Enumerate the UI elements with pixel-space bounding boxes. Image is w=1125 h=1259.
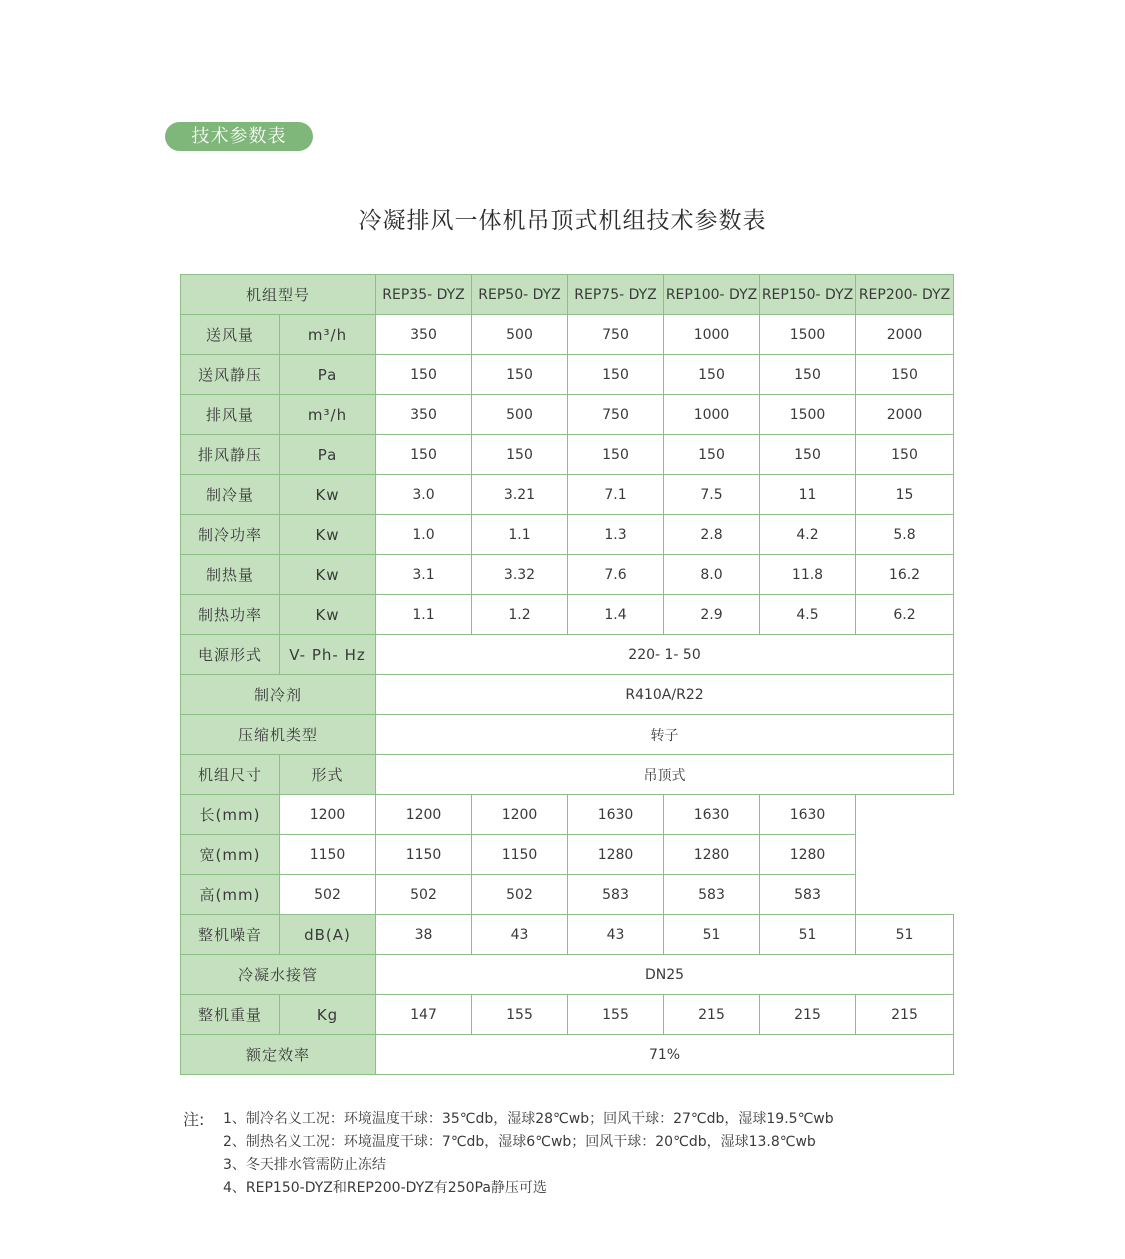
model-name: REP200- DYZ: [856, 275, 954, 315]
param-value: 转子: [376, 715, 954, 755]
param-value: 11.8: [760, 555, 856, 595]
param-value: 1280: [664, 835, 760, 875]
note-line: 3、冬天排水管需防止冻结: [223, 1157, 386, 1173]
param-name: 制热量: [181, 555, 280, 595]
param-name: 额定效率: [181, 1035, 376, 1075]
param-row: [181, 355, 954, 395]
param-row: [181, 555, 954, 595]
param-value: 1630: [760, 795, 856, 835]
param-value: 51: [664, 915, 760, 955]
param-value: 215: [760, 995, 856, 1035]
param-value: 2.8: [664, 515, 760, 555]
param-unit: Kg: [280, 995, 376, 1035]
dimension-row: [181, 835, 954, 875]
param-value: 4.5: [760, 595, 856, 635]
param-row: [181, 315, 954, 355]
param-name: 电源形式: [181, 635, 280, 675]
param-name: 送风静压: [181, 355, 280, 395]
efficiency-row: [181, 1035, 954, 1075]
param-value: 502: [472, 875, 568, 915]
weight-row: [181, 995, 954, 1035]
refrigerant-row: [181, 675, 954, 715]
param-value: 750: [568, 395, 664, 435]
param-unit: Kw: [280, 595, 376, 635]
param-value: 502: [376, 875, 472, 915]
param-value: 583: [664, 875, 760, 915]
param-unit: Pa: [280, 435, 376, 475]
param-value: 220- 1- 50: [376, 635, 954, 675]
note-line: 2、制热名义工况：环境温度干球：7℃db，湿球6℃wb；回风干球：20℃db，湿球13.8℃wb: [223, 1134, 816, 1150]
param-value: 11: [760, 475, 856, 515]
param-value: 3.32: [472, 555, 568, 595]
param-value: 500: [472, 395, 568, 435]
param-value: 51: [760, 915, 856, 955]
param-value: 1.2: [472, 595, 568, 635]
param-unit: 高(mm): [181, 875, 280, 915]
param-name: 制冷剂: [181, 675, 376, 715]
param-value: 3.1: [376, 555, 472, 595]
param-value: 1.0: [376, 515, 472, 555]
notes-prefix: 注:: [183, 1110, 205, 1129]
param-value: 1150: [472, 835, 568, 875]
param-value: 150: [376, 355, 472, 395]
param-value: 155: [472, 995, 568, 1035]
param-name: 整机重量: [181, 995, 280, 1035]
param-value: 1.4: [568, 595, 664, 635]
param-value: 150: [760, 355, 856, 395]
param-value: 1200: [472, 795, 568, 835]
param-unit: dB(A): [280, 915, 376, 955]
param-value: 7.1: [568, 475, 664, 515]
param-value: 5.8: [856, 515, 954, 555]
param-value: 1150: [376, 835, 472, 875]
param-value: 2.9: [664, 595, 760, 635]
model-name: REP75- DYZ: [568, 275, 664, 315]
param-unit: 长(mm): [181, 795, 280, 835]
param-value: 8.0: [664, 555, 760, 595]
param-unit: V- Ph- Hz: [280, 635, 376, 675]
param-unit: 形式: [280, 755, 376, 795]
param-name: 制冷量: [181, 475, 280, 515]
param-unit: Kw: [280, 515, 376, 555]
param-value: 215: [856, 995, 954, 1035]
param-row: [181, 435, 954, 475]
param-value: 155: [568, 995, 664, 1035]
param-value: 1500: [760, 395, 856, 435]
param-value: 150: [664, 355, 760, 395]
param-name: 排风量: [181, 395, 280, 435]
param-value: 43: [568, 915, 664, 955]
model-label: 机组型号: [181, 275, 376, 315]
param-value: 2000: [856, 395, 954, 435]
param-name: 送风量: [181, 315, 280, 355]
param-value: 2000: [856, 315, 954, 355]
dimensions-label: 机组尺寸: [181, 755, 280, 795]
param-value: 150: [472, 355, 568, 395]
param-value: 1.3: [568, 515, 664, 555]
param-value: R410A/R22: [376, 675, 954, 715]
param-value: 150: [568, 435, 664, 475]
param-value: 150: [376, 435, 472, 475]
param-unit: Pa: [280, 355, 376, 395]
param-name: 压缩机类型: [181, 715, 376, 755]
param-unit: Kw: [280, 555, 376, 595]
param-value: 583: [760, 875, 856, 915]
param-name: 制热功率: [181, 595, 280, 635]
param-value: 150: [760, 435, 856, 475]
param-value: 15: [856, 475, 954, 515]
dimension-row: [181, 875, 954, 915]
param-value: 51: [856, 915, 954, 955]
param-value: 71%: [376, 1035, 954, 1075]
param-value: 150: [472, 435, 568, 475]
param-row: [181, 595, 954, 635]
note-line: 1、制冷名义工况：环境温度干球：35℃db，湿球28℃wb；回风干球：27℃db，湿球19.5℃wb: [223, 1111, 834, 1127]
param-value: 1150: [280, 835, 376, 875]
param-value: 16.2: [856, 555, 954, 595]
param-row: [181, 515, 954, 555]
param-value: 7.6: [568, 555, 664, 595]
param-unit: m³/h: [280, 395, 376, 435]
section-label: 技术参数表: [165, 122, 313, 151]
param-value: 3.0: [376, 475, 472, 515]
param-unit: 宽(mm): [181, 835, 280, 875]
param-row: [181, 475, 954, 515]
param-value: 1.1: [376, 595, 472, 635]
param-value: 150: [664, 435, 760, 475]
param-value: 1000: [664, 395, 760, 435]
param-value: 350: [376, 395, 472, 435]
power-row: [181, 635, 954, 675]
param-value: 1280: [760, 835, 856, 875]
notes: [183, 1108, 834, 1200]
param-value: 150: [856, 355, 954, 395]
param-unit: Kw: [280, 475, 376, 515]
param-value: DN25: [376, 955, 954, 995]
param-value: 1000: [664, 315, 760, 355]
param-value: 1630: [568, 795, 664, 835]
param-value: 4.2: [760, 515, 856, 555]
param-unit: m³/h: [280, 315, 376, 355]
param-value: 1280: [568, 835, 664, 875]
condensate-row: [181, 955, 954, 995]
param-value: 1200: [376, 795, 472, 835]
param-value: 215: [664, 995, 760, 1035]
param-value: 7.5: [664, 475, 760, 515]
param-row: [181, 395, 954, 435]
param-name: 冷凝水接管: [181, 955, 376, 995]
param-value: 1500: [760, 315, 856, 355]
compressor-row: [181, 715, 954, 755]
param-value: 1630: [664, 795, 760, 835]
param-value: 吊顶式: [376, 755, 954, 795]
spec-table: [180, 274, 954, 1075]
note-line: 4、REP150-DYZ和REP200-DYZ有250Pa静压可选: [223, 1180, 547, 1196]
model-name: REP35- DYZ: [376, 275, 472, 315]
param-value: 350: [376, 315, 472, 355]
param-value: 502: [280, 875, 376, 915]
param-name: 整机噪音: [181, 915, 280, 955]
param-value: 750: [568, 315, 664, 355]
noise-row: [181, 915, 954, 955]
model-name: REP100- DYZ: [664, 275, 760, 315]
param-value: 147: [376, 995, 472, 1035]
dimension-form-row: [181, 755, 954, 795]
param-value: 1.1: [472, 515, 568, 555]
param-value: 38: [376, 915, 472, 955]
dimension-row: [181, 795, 954, 835]
model-name: REP150- DYZ: [760, 275, 856, 315]
param-value: 3.21: [472, 475, 568, 515]
param-value: 150: [568, 355, 664, 395]
param-value: 583: [568, 875, 664, 915]
model-name: REP50- DYZ: [472, 275, 568, 315]
param-name: 排风静压: [181, 435, 280, 475]
param-value: 43: [472, 915, 568, 955]
header-row: [181, 275, 954, 315]
param-name: 制冷功率: [181, 515, 280, 555]
param-value: 150: [856, 435, 954, 475]
param-value: 500: [472, 315, 568, 355]
param-value: 1200: [280, 795, 376, 835]
param-value: 6.2: [856, 595, 954, 635]
page-title: 冷凝排风一体机吊顶式机组技术参数表: [358, 208, 767, 234]
